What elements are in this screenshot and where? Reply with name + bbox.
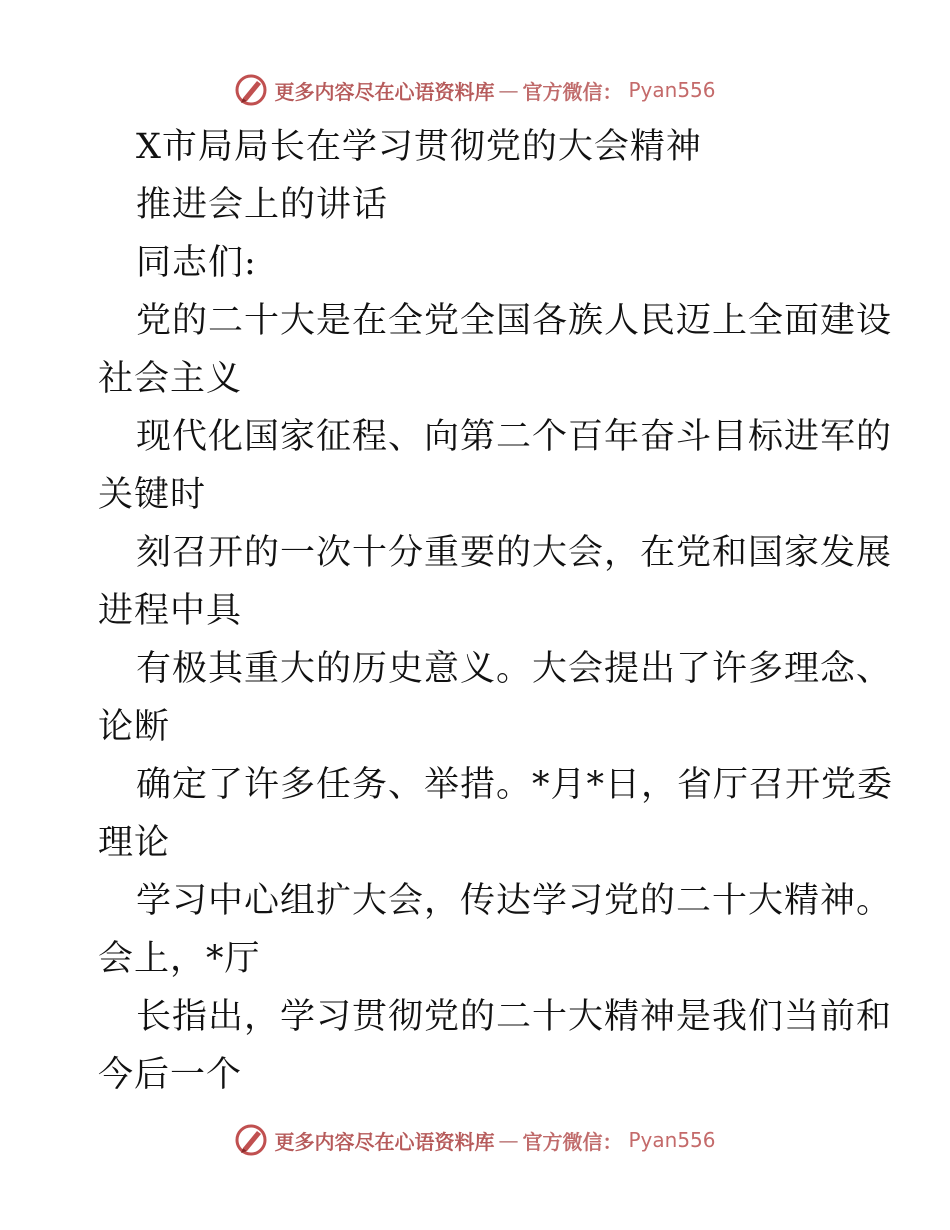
watermark-separator: — <box>498 1128 519 1152</box>
text-line: 有极其重大的历史意义。大会提出了许多理念、 <box>136 649 893 689</box>
watermark-separator: — <box>498 78 519 102</box>
pen-logo-icon <box>234 1123 268 1157</box>
text-line: 关键时 <box>98 475 207 515</box>
text-line: 社会主义 <box>98 359 243 399</box>
watermark-id: Pyan556 <box>628 78 716 102</box>
watermark-label: 官方微信： <box>522 79 623 104</box>
text-line: 党的二十大是在全党全国各族人民迈上全面建设 <box>136 301 893 341</box>
header-watermark <box>0 70 950 110</box>
text-line: 会上，*厅 <box>98 939 261 979</box>
text-line: 长指出，学习贯彻党的二十大精神是我们当前和 <box>136 997 893 1037</box>
text-line: 学习中心组扩大会，传达学习党的二十大精神。 <box>136 881 893 921</box>
text-line: 现代化国家征程、向第二个百年奋斗目标进军的 <box>136 417 893 457</box>
text-line: 理论 <box>98 823 171 863</box>
watermark-label: 官方微信： <box>522 1129 623 1154</box>
text-line: 推进会上的讲话 <box>136 185 389 225</box>
text-line: 刻召开的一次十分重要的大会，在党和国家发展 <box>136 533 893 573</box>
watermark-text: 更多内容尽在心语资料库 <box>274 1129 495 1154</box>
text-line: 今后一个 <box>98 1055 243 1095</box>
text-line: 进程中具 <box>98 591 243 631</box>
watermark-text: 更多内容尽在心语资料库 <box>274 79 495 104</box>
text-line: 同志们: <box>136 243 257 283</box>
document-body <box>98 118 894 1104</box>
text-line: X市局局长在学习贯彻党的大会精神 <box>136 127 702 167</box>
text-line: 论断 <box>98 707 171 747</box>
pen-logo-icon <box>234 73 268 107</box>
watermark-id: Pyan556 <box>628 1128 716 1152</box>
footer-watermark <box>0 1120 950 1160</box>
text-line: 确定了许多任务、举措。*月*日，省厅召开党委 <box>136 765 894 805</box>
